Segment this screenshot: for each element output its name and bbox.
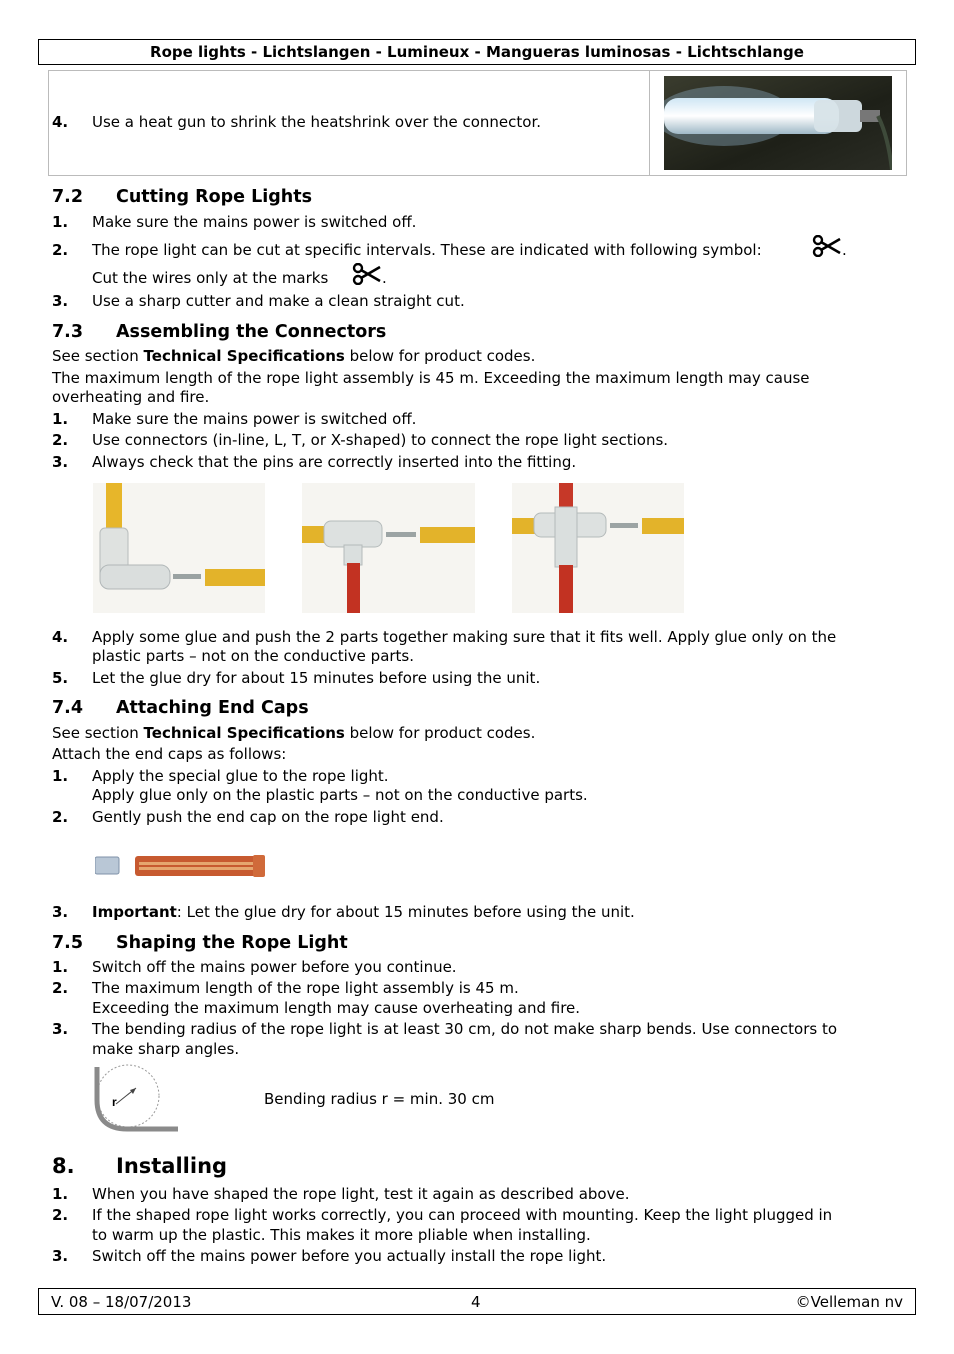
step-text: Apply the special glue to the rope light.	[92, 767, 389, 785]
step-number: 1.	[52, 410, 69, 428]
step-number: 3.	[52, 292, 69, 310]
step-text: Use a heat gun to shrink the heatshrink over the connector.	[92, 113, 542, 131]
step-text: Switch off the mains power before you continue.	[92, 958, 457, 976]
important-label: Important	[92, 903, 177, 921]
step-number: 3.	[52, 453, 69, 471]
step-text-rest: : Let the glue dry for about 15 minutes before using the unit.	[176, 903, 635, 921]
l-connector-photo	[93, 483, 265, 613]
step-text: Make sure the mains power is switched off.	[92, 213, 417, 231]
step-text: Make sure the mains power is switched off.	[92, 410, 417, 428]
step-number: 2.	[52, 241, 69, 259]
step-number: 1.	[52, 767, 69, 785]
step-number: 1.	[52, 958, 69, 976]
step-text-end: .	[842, 241, 847, 259]
heatshrink-photo	[664, 76, 892, 170]
section-number: 7.2	[52, 187, 84, 207]
paragraph-text: See section	[52, 347, 144, 365]
step-number: 3.	[52, 1247, 69, 1265]
step-text: If the shaped rope light works correctly, you can proceed with mounting. Keep the light plugged in	[92, 1206, 833, 1224]
paragraph-text: Attach the end caps as follows:	[52, 745, 287, 763]
step-text-continued: to warm up the plastic. This makes it more pliable when installing.	[92, 1226, 591, 1244]
page-number: 4	[471, 1293, 481, 1311]
section-title: Cutting Rope Lights	[116, 187, 313, 207]
end-cap-photo	[95, 854, 267, 878]
step-text	[92, 903, 635, 922]
bending-radius-diagram	[90, 1062, 180, 1134]
step-text-continued: Cut the wires only at the marks	[92, 269, 329, 287]
step-number: 2.	[52, 431, 69, 449]
section-title: Shaping the Rope Light	[116, 933, 348, 953]
step-text: When you have shaped the rope light, test it again as described above.	[92, 1185, 630, 1203]
copyright: ©Velleman nv	[795, 1293, 903, 1311]
paragraph-text: below for product codes.	[344, 724, 536, 742]
step-number: 5.	[52, 669, 69, 687]
step-text: Gently push the end cap on the rope light end.	[92, 808, 444, 826]
bending-radius-caption: Bending radius r = min. 30 cm	[264, 1090, 495, 1108]
step-text-continued: plastic parts – not on the conductive parts.	[92, 647, 415, 665]
step-number: 2.	[52, 1206, 69, 1224]
bold-reference: Technical Specifications	[143, 347, 345, 365]
section-number: 7.3	[52, 322, 84, 342]
step-text: The maximum length of the rope light assembly is 45 m.	[92, 979, 519, 997]
step-text: Use a sharp cutter and make a clean straight cut.	[92, 292, 465, 310]
step-number: 2.	[52, 979, 69, 997]
paragraph-text: below for product codes.	[344, 347, 536, 365]
step-number: 4.	[52, 113, 69, 131]
step-text-continued: Exceeding the maximum length may cause overheating and fire.	[92, 999, 581, 1017]
paragraph	[52, 347, 535, 366]
t-connector-photo	[302, 483, 475, 613]
step-text: Switch off the mains power before you actually install the rope light.	[92, 1247, 607, 1265]
radius-label: r	[112, 1095, 117, 1109]
version-date: V. 08 – 18/07/2013	[51, 1293, 192, 1311]
step-number: 1.	[52, 1185, 69, 1203]
scissors-icon	[352, 263, 382, 285]
paragraph-text: The maximum length of the rope light assembly is 45 m. Exceeding the maximum length may cause	[52, 369, 810, 387]
bold-reference: Technical Specifications	[143, 724, 345, 742]
step-number: 4.	[52, 628, 69, 646]
step-number: 3.	[52, 903, 69, 921]
x-connector-photo	[512, 483, 684, 613]
page-footer	[38, 1288, 916, 1315]
section-title: Assembling the Connectors	[116, 322, 387, 342]
section-number: 7.5	[52, 933, 84, 953]
step-text: Apply some glue and push the 2 parts together making sure that it fits well. Apply glue only on the	[92, 628, 837, 646]
step-text: Let the glue dry for about 15 minutes before using the unit.	[92, 669, 541, 687]
step-text: The bending radius of the rope light is at least 30 cm, do not make sharp bends. Use connectors to	[92, 1020, 838, 1038]
paragraph	[52, 724, 535, 743]
step-text-end: .	[382, 269, 387, 287]
step-text: Always check that the pins are correctly inserted into the fitting.	[92, 453, 577, 471]
section-title: Attaching End Caps	[116, 698, 309, 718]
section-number: 8.	[52, 1154, 75, 1178]
paragraph-text: See section	[52, 724, 144, 742]
step-text: The rope light can be cut at specific intervals. These are indicated with following symbol:	[92, 241, 762, 259]
step-number: 2.	[52, 808, 69, 826]
scissors-icon	[812, 235, 842, 257]
section-title: Installing	[116, 1154, 228, 1178]
running-header: Rope lights - Lichtslangen - Lumineux - Mangueras luminosas - Lichtschlange	[38, 39, 916, 65]
section-number: 7.4	[52, 698, 84, 718]
paragraph-text: overheating and fire.	[52, 388, 210, 406]
step-text-continued: make sharp angles.	[92, 1040, 240, 1058]
step-text-continued: Apply glue only on the plastic parts – not on the conductive parts.	[92, 786, 588, 804]
table-divider	[649, 71, 650, 175]
step-number: 1.	[52, 213, 69, 231]
step-text: Use connectors (in-line, L, T, or X-shaped) to connect the rope light sections.	[92, 431, 669, 449]
step-number: 3.	[52, 1020, 69, 1038]
